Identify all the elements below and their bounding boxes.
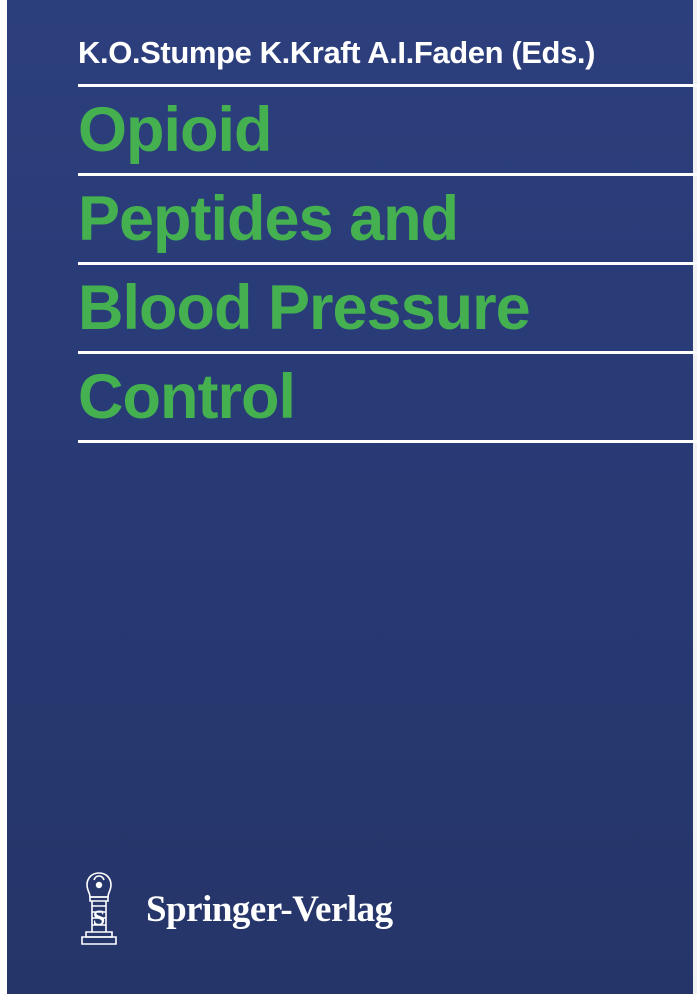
cover-content (78, 36, 697, 443)
cover-bottom-edge (0, 994, 697, 1000)
title-line-3: Blood Pressure (78, 273, 530, 344)
svg-text:S: S (92, 905, 106, 930)
editors-line: K.O.Stumpe K.Kraft A.I.Faden (Eds.) (78, 35, 596, 70)
cover-left-edge (0, 0, 7, 1000)
title-line-4: Control (78, 362, 295, 433)
publisher-name: Springer-Verlag (146, 888, 393, 930)
title-line-1: Opioid (78, 95, 272, 166)
divider-rule-4 (78, 440, 697, 443)
springer-knight-chess-logo-icon (68, 870, 130, 948)
publisher-block (68, 870, 393, 948)
title-line-2: Peptides and (78, 184, 459, 255)
